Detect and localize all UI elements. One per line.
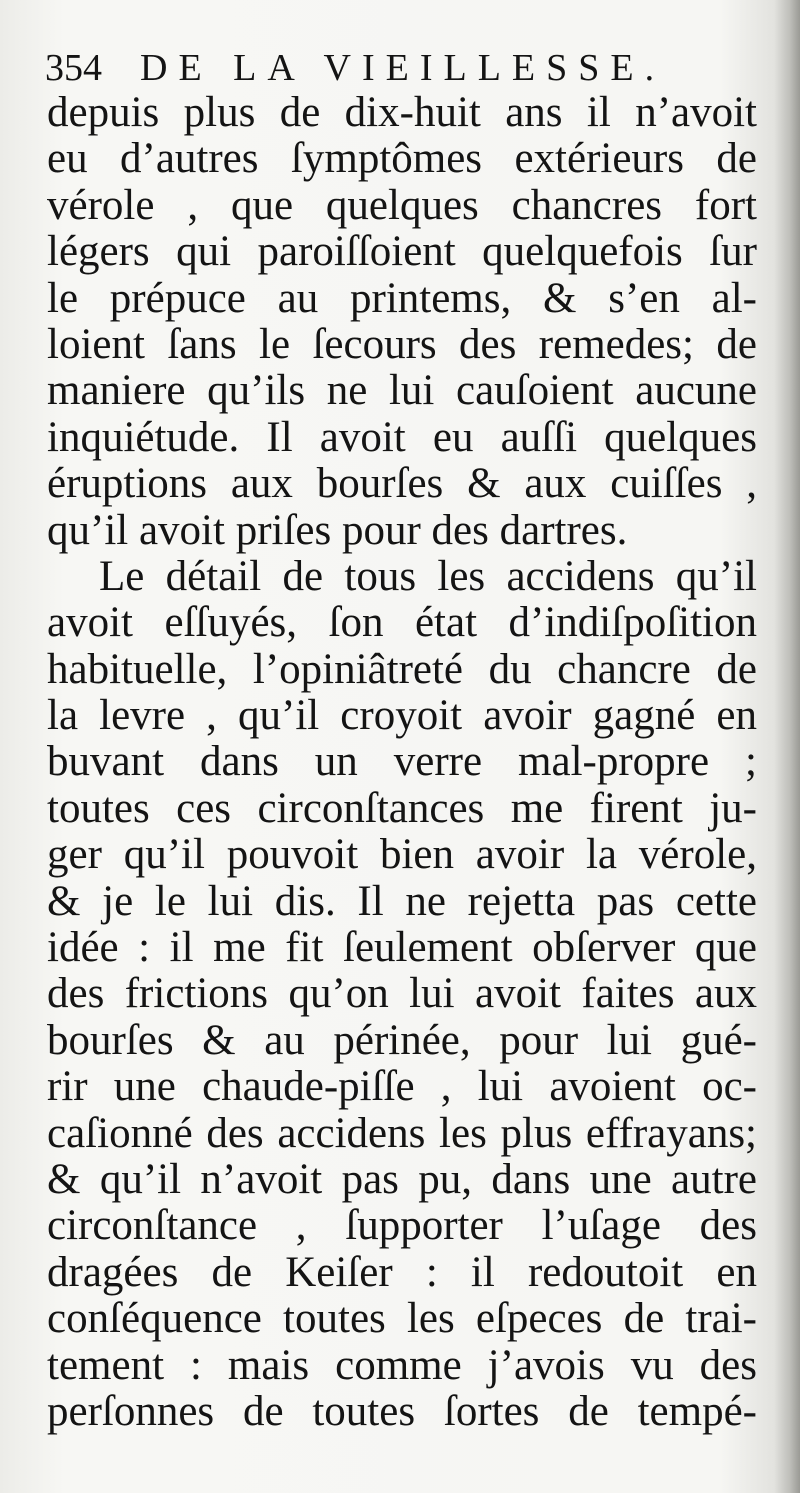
text-line: loient ſans le ſecours des remedes; de xyxy=(47,320,757,368)
text-line: ger qu’il pouvoit bien avoir la vérole, xyxy=(47,831,757,879)
paragraph-start-line: Le détail de tous les accidens qu’il xyxy=(99,552,757,600)
text-line: depuis plus de dix-huit ans il n’avoit xyxy=(47,89,757,136)
text-line: & je le lui dis. Il ne rejetta pas cette xyxy=(47,877,757,925)
page-edge-shadow xyxy=(774,0,800,1493)
text-line: vérole , que quelques chancres fort xyxy=(47,181,757,229)
text-line: conſéquence toutes les eſpeces de trai- xyxy=(47,1295,757,1343)
text-line: rir une chaude-piſſe , lui avoient oc- xyxy=(47,1063,757,1111)
page-number: 354 xyxy=(45,47,102,89)
text-line: éruptions aux bourſes & aux cuiſſes , xyxy=(47,460,757,508)
paragraph-end-line: qu’il avoit priſes pour des dartres. xyxy=(47,506,628,554)
text-line: inquiétude. Il avoit eu auſſi quelques xyxy=(47,413,757,461)
text-line: dragées de Keiſer : il redoutoit en xyxy=(47,1248,757,1296)
text-line: tement : mais comme j’avois vu des xyxy=(47,1341,757,1389)
text-line: caſionné des accidens les plus effrayans; xyxy=(47,1109,757,1157)
text-line: eu d’autres ſymptômes extérieurs de xyxy=(47,135,757,183)
text-line: avoit eſſuyés, ſon état d’indiſpoſition xyxy=(47,599,757,647)
text-line: légers qui paroiſſoient quelquefois ſur xyxy=(47,228,757,276)
text-line: le prépuce au printems, & s’en al- xyxy=(47,274,757,322)
text-line: perſonnes de toutes ſortes de tempé- xyxy=(47,1387,757,1435)
text-line: la levre , qu’il croyoit avoir gagné en xyxy=(47,692,757,740)
text-body xyxy=(47,90,757,1435)
text-line: & qu’il n’avoit pas pu, dans une autre xyxy=(47,1155,757,1203)
text-line: idée : il me fit ſeulement obſerver que xyxy=(47,924,757,972)
text-line: bourſes & au périnée, pour lui gué- xyxy=(47,1016,757,1064)
text-line: maniere qu’ils ne lui cauſoient aucune xyxy=(47,367,757,415)
running-title: DE LA VIEILLESSE. xyxy=(140,47,666,89)
text-line: des frictions qu’on lui avoit faites aux xyxy=(47,970,757,1018)
text-line: toutes ces circonſtances me firent ju- xyxy=(47,784,757,832)
text-line: buvant dans un verre mal-propre ; xyxy=(47,738,757,786)
text-line: circonſtance , ſupporter l’uſage des xyxy=(47,1202,757,1250)
text-line: habituelle, l’opiniâtreté du chancre de xyxy=(47,645,757,693)
